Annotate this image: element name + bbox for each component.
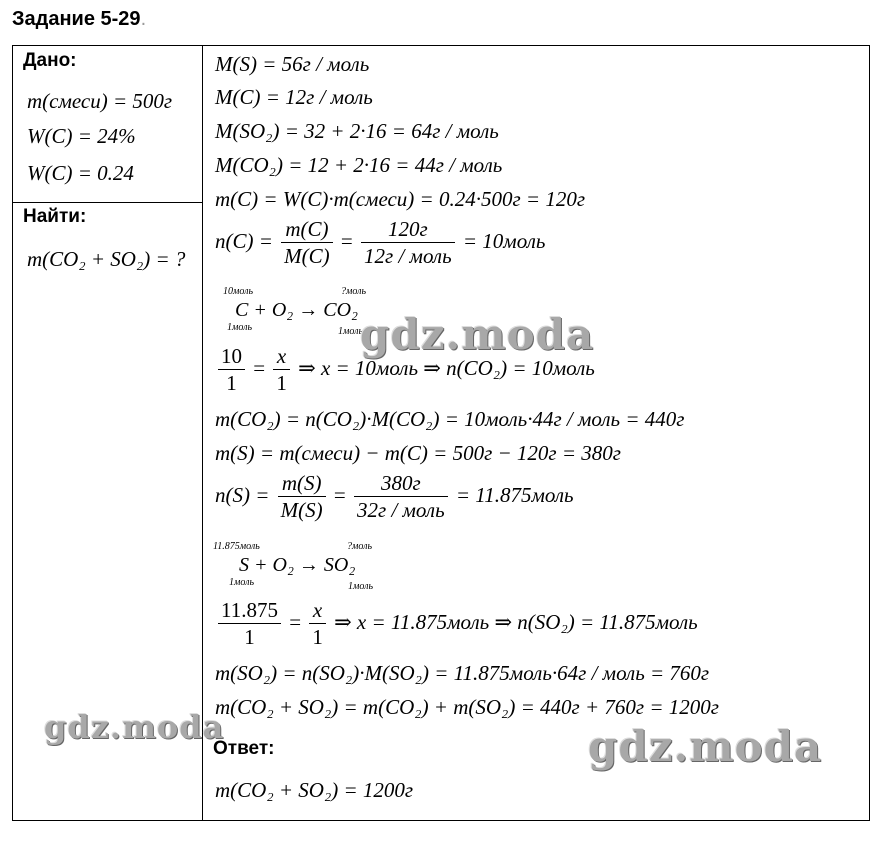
- moles-carbon: n(C) = $\frac{m(C)}{M(C)}$ = $\frac{120г}{\text{12г / моль}}$ = 10моль: [215, 217, 546, 268]
- molar-mass-s: M(S) = 56г / моль: [215, 52, 370, 76]
- proportion-carbon: $\frac{10}{1}$ = $\frac{x}{1}$ ⇒ x = 10моль ⇒ n(CO₂) = 10моль: [215, 346, 595, 394]
- mass-carbon: m(C) = W(C)·m(смеси) = 0.24·500г = 120г: [215, 187, 586, 211]
- solution-table: Дано: m(смеси) = 500г W(C) = 24% W(C) = 0.24 Найти: m(CO₂ + SO₂) = ? M(S) = 56г / моль M(C) = 12г / моль M(SO₂) = 32 + 2·16 = 64г / моль M(CO₂) = 12 + 2·16 = 44г / моль m(C) = W(C)·m(смеси) = 0.24·500г = 120г n(C) = $\frac{m(C)}{M(C)}$ = $\frac{120г}{\text{12г / моль}}$ = 10моль 10моль ?моль C + O₂ → CO₂ 1моль 1моль $\frac{10}{1}$ = $\frac{x}{1}$ ⇒ x = 10моль ⇒ n(CO₂) = 10моль m(CO₂) = n(CO₂)·M(CO₂) = 10моль·44г / моль = 440г m(S) = m(смеси) − m(C) = 500г − 120г = 380г n(S) = $\frac{m(S)}{M(S)}$ = $\frac{380г}{\text{32г / моль}}$ = 11.875моль 11.875моль ?моль S + O₂ → SO₂ 1моль 1моль $\frac{11.875}{1}$ = $\frac{x}{1}$ ⇒ x = 11.875моль ⇒ n(SO₂) = 11.875моль m(SO₂) = n(SO₂)·M(SO₂) = 11.875моль·64г / моль = 760г m(CO₂ + SO₂) = m(CO₂) + m(SO₂) = 440г + 760г = 1200г Ответ: m(CO₂ + SO₂) = 1200г: [12, 45, 870, 821]
- given-line-3: W(C) = 0.24: [27, 161, 134, 185]
- given-line-2: W(C) = 24%: [27, 124, 136, 148]
- mass-sulfur: m(S) = m(смеси) − m(C) = 500г − 120г = 380г: [215, 441, 621, 465]
- total-mass: m(CO₂ + SO₂) = m(CO₂) + m(SO₂) = 440г + 760г = 1200г: [215, 695, 719, 719]
- answer-line: m(CO₂ + SO₂) = 1200г: [215, 778, 414, 802]
- moles-sulfur: n(S) = $\frac{m(S)}{M(S)}$ = $\frac{380г}{\text{32г / моль}}$ = 11.875моль: [215, 471, 574, 522]
- mass-co2: m(CO₂) = n(CO₂)·M(CO₂) = 10моль·44г / моль = 440г: [215, 407, 685, 431]
- watermark-logo-right: gdz.moda: [588, 722, 823, 771]
- given-line-1: m(смеси) = 500г: [27, 89, 173, 113]
- given-label: Дано:: [23, 50, 77, 71]
- column-divider: [202, 46, 203, 820]
- task-title: Задание 5-29.: [12, 8, 147, 30]
- proportion-sulfur: $\frac{11.875}{1}$ = $\frac{x}{1}$ ⇒ x = 11.875моль ⇒ n(SO₂) = 11.875моль: [215, 600, 698, 648]
- find-line: m(CO₂ + SO₂) = ?: [27, 247, 186, 271]
- molar-mass-c: M(C) = 12г / моль: [215, 85, 373, 109]
- mass-so2: m(SO₂) = n(SO₂)·M(SO₂) = 11.875моль·64г / моль = 760г: [215, 661, 710, 685]
- answer-label: Ответ:: [213, 738, 275, 759]
- watermark-logo-left: gdz.moda: [44, 708, 225, 746]
- molar-mass-co2: M(CO₂) = 12 + 2·16 = 44г / моль: [215, 153, 503, 177]
- watermark-logo-top: gdz.moda: [360, 310, 595, 359]
- molar-mass-so2: M(SO₂) = 32 + 2·16 = 64г / моль: [215, 119, 499, 143]
- row-divider: [13, 202, 202, 203]
- find-label: Найти:: [23, 206, 87, 227]
